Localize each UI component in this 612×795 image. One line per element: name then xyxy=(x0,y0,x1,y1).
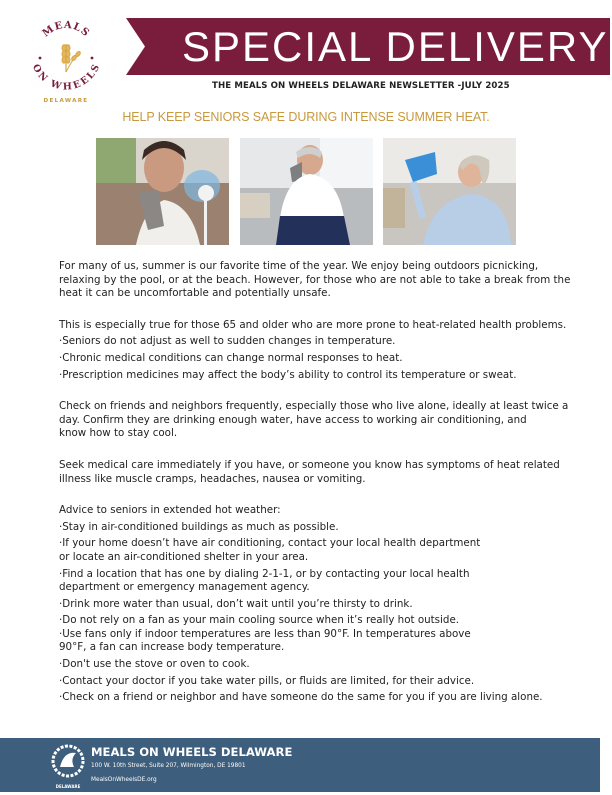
advice-bullet: ·Contact your doctor if you take water pills, or fluids are limited, for their advice. xyxy=(59,674,475,687)
advice-bullet-cont: 90°F, a fan can increase body temperature. xyxy=(59,641,285,654)
article-body xyxy=(59,260,599,705)
advice-bullet: ·Use fans only if indoor temperatures are less than 90°F. In temperatures above xyxy=(59,627,471,640)
photo-man-on-couch-with-towel xyxy=(240,138,373,245)
seek-care-line: illness like muscle cramps, headaches, nausea or vomiting. xyxy=(59,472,366,485)
advice-lead: Advice to seniors in extended hot weather: xyxy=(59,504,281,517)
footer-logo-region: DELAWARE xyxy=(55,784,81,789)
wheat-icon xyxy=(62,44,81,72)
meals-on-wheels-logo xyxy=(28,14,104,106)
article-headline: HELP KEEP SENIORS SAFE DURING INTENSE SUMMER HEAT. xyxy=(122,110,490,124)
advice-bullet: ·Don't use the stove or oven to cook. xyxy=(59,658,250,671)
photo-woman-with-hand-fan xyxy=(383,138,516,245)
risk-bullet: ·Chronic medical conditions can change normal responses to heat. xyxy=(59,351,403,364)
svg-text:MEALS xyxy=(41,20,92,40)
newsletter-title: SPECIAL DELIVERY xyxy=(182,23,609,70)
advice-bullet: ·If your home doesn’t have air conditioning, contact your local health department xyxy=(59,537,481,550)
footer-org-name: MEALS ON WHEELS DELAWARE xyxy=(91,745,293,759)
logo-bottom-text: ON WHEELS xyxy=(29,62,103,93)
check-on-line: Check on friends and neighbors frequently, especially those who live alone, ideally at least twice a xyxy=(59,400,569,413)
advice-bullet: ·Find a location that has one by dialing 2-1-1, or by contacting your local health xyxy=(59,567,470,580)
photo-woman-with-towel-and-fan xyxy=(96,138,229,245)
intro-line: relaxing by the pool, or at the beach. However, for those who are not able to take a break from the xyxy=(59,273,571,286)
advice-bullet-cont: department or emergency management agency. xyxy=(59,581,310,594)
newsletter-subtitle: THE MEALS ON WHEELS DELAWARE NEWSLETTER -JULY 2025 xyxy=(212,81,510,91)
advice-bullet-cont: or locate an air-conditioned shelter in your area. xyxy=(59,550,309,563)
check-on-line: day. Confirm they are drinking enough water, have access to working air conditioning, and xyxy=(59,413,527,426)
intro-line: heat it can be uncomfortable and potentially unsafe. xyxy=(59,287,331,300)
risk-bullet: ·Seniors do not adjust as well to sudden changes in temperature. xyxy=(59,335,396,348)
wheat-icon xyxy=(60,753,76,767)
check-on-line: know how to stay cool. xyxy=(59,427,178,440)
header-banner xyxy=(126,18,610,75)
risk-lead: This is especially true for those 65 and older who are more prone to heat-related health problems. xyxy=(59,318,567,331)
logo-region: DELAWARE xyxy=(43,98,89,104)
advice-bullet: ·Do not rely on a fan as your main cooling source when it’s really hot outside. xyxy=(59,614,460,627)
advice-bullet: ·Drink more water than usual, don’t wait until you’re thirsty to drink. xyxy=(59,597,413,610)
seek-care-line: Seek medical care immediately if you have, or someone you know has symptoms of heat related xyxy=(59,458,560,471)
footer xyxy=(0,738,600,792)
footer-website-link[interactable]: MealsOnWheelsDE.org xyxy=(91,777,157,783)
footer-logo xyxy=(46,741,90,791)
advice-bullet: ·Stay in air-conditioned buildings as much as possible. xyxy=(59,520,339,533)
risk-bullet: ·Prescription medicines may affect the body’s ability to control its temperature or sweat. xyxy=(59,368,517,381)
advice-bullet: ·Check on a friend or neighbor and have someone do the same for you if you are living alone. xyxy=(59,691,543,704)
intro-line: For many of us, summer is our favorite time of the year. We enjoy being outdoors picnicking, xyxy=(59,260,539,272)
footer-address: 100 W. 10th Street, Suite 207, Wilmington, DE 19801 xyxy=(91,763,246,769)
logo-top-text: MEALS xyxy=(40,19,92,40)
